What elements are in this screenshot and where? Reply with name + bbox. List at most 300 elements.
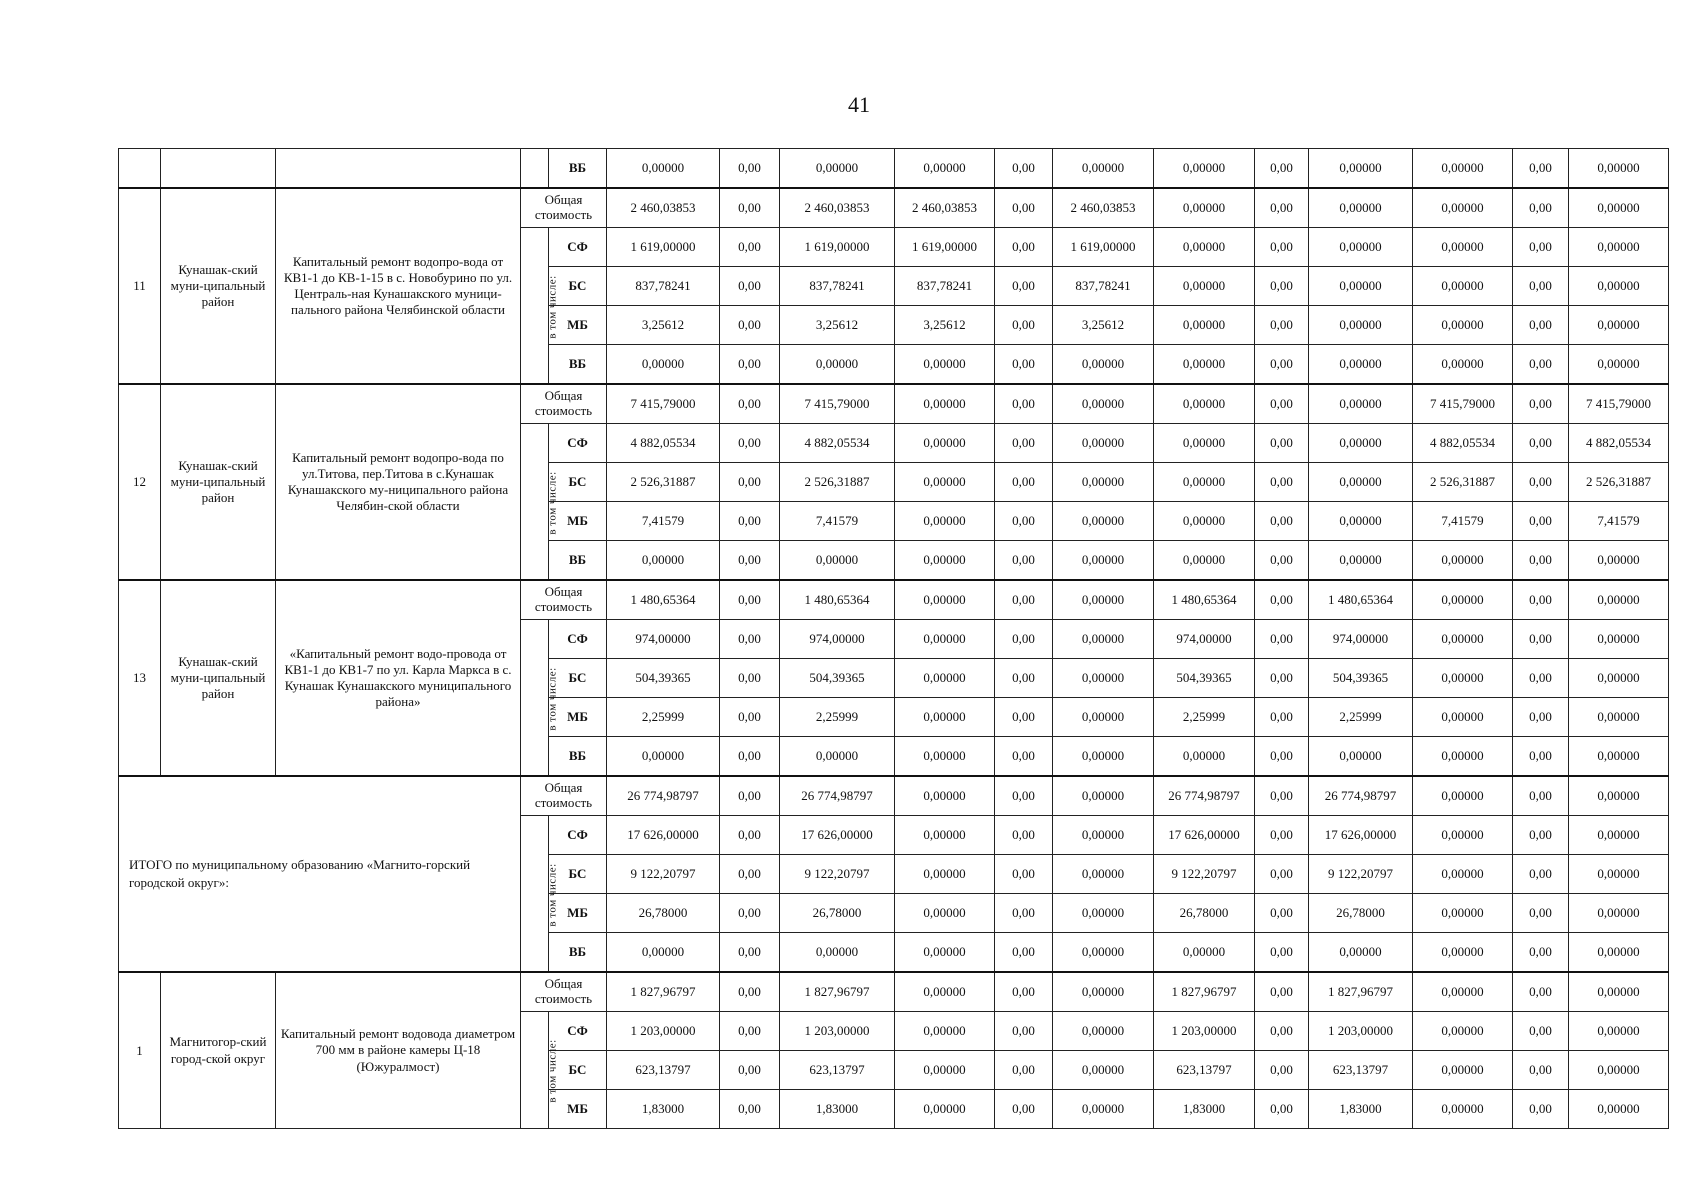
value-cell: 0,00000 [1569,267,1669,306]
value-cell-small: 0,00 [1255,188,1309,228]
table-row [119,580,1669,620]
value-cell-small: 0,00 [1255,463,1309,502]
value-cell: 4 882,05534 [607,424,720,463]
value-cell: 0,00000 [1413,894,1513,933]
value-cell: 0,00000 [1053,1012,1154,1051]
table-row [119,972,1669,1012]
value-cell: 0,00000 [1569,188,1669,228]
value-cell: 0,00000 [1053,502,1154,541]
value-cell: 7,41579 [1413,502,1513,541]
value-cell-small: 0,00 [995,1051,1053,1090]
value-cell: 26,78000 [1154,894,1255,933]
value-cell-small: 0,00 [1255,855,1309,894]
value-cell: 0,00000 [1413,228,1513,267]
value-cell-small: 0,00 [720,698,780,737]
value-cell-small: 0,00 [720,972,780,1012]
value-cell: 2,25999 [607,698,720,737]
value-cell: 0,00000 [1309,541,1413,581]
value-cell: 1 827,96797 [780,972,895,1012]
total-cost-label: Общая стоимость [521,580,607,620]
value-cell: 0,00000 [1569,620,1669,659]
project-description: Капитальный ремонт водопро-вода по ул.Титова, пер.Титова в с.Кунашак Кунашакского му-ниципального района Челябин-ской области [276,384,521,580]
fund-code: СФ [549,1012,607,1051]
value-cell: 0,00000 [895,1051,995,1090]
value-cell: 504,39365 [780,659,895,698]
value-cell-small: 0,00 [1255,424,1309,463]
fund-code: ВБ [549,345,607,385]
value-cell: 1,83000 [607,1090,720,1129]
including-label [521,424,559,581]
value-cell-small: 0,00 [1513,267,1569,306]
value-cell: 0,00000 [1569,306,1669,345]
value-cell-small: 0,00 [1513,1051,1569,1090]
value-cell: 0,00000 [780,541,895,581]
value-cell: 0,00000 [1309,463,1413,502]
value-cell-small: 0,00 [720,894,780,933]
value-cell: 0,00000 [1413,972,1513,1012]
empty-cell [161,149,276,189]
value-cell-small: 0,00 [995,267,1053,306]
value-cell: 1 203,00000 [1154,1012,1255,1051]
value-cell-small: 0,00 [1513,502,1569,541]
value-cell-small: 0,00 [995,1012,1053,1051]
fund-code: СФ [549,620,607,659]
value-cell: 974,00000 [607,620,720,659]
value-cell-small: 0,00 [995,345,1053,385]
value-cell-small: 0,00 [1255,502,1309,541]
value-cell: 1 203,00000 [607,1012,720,1051]
value-cell-small: 0,00 [995,698,1053,737]
total-label: ИТОГО по муниципальному образованию «Магнито-горский городской округ»: [119,776,521,972]
value-cell: 0,00000 [1569,972,1669,1012]
value-cell: 0,00000 [1154,306,1255,345]
fund-code: БС [549,463,607,502]
value-cell-small: 0,00 [995,776,1053,816]
value-cell: 3,25612 [780,306,895,345]
value-cell: 623,13797 [780,1051,895,1090]
value-cell: 0,00000 [1569,541,1669,581]
value-cell: 17 626,00000 [1154,816,1255,855]
value-cell-small: 0,00 [1513,933,1569,973]
including-label-text: в том числе: [546,1039,559,1103]
value-cell: 837,78241 [607,267,720,306]
value-cell: 0,00000 [1053,345,1154,385]
value-cell: 0,00000 [1309,424,1413,463]
value-cell: 0,00000 [1053,1051,1154,1090]
value-cell: 0,00000 [895,972,995,1012]
value-cell: 0,00000 [1053,149,1154,189]
value-cell: 1 619,00000 [1053,228,1154,267]
value-cell: 17 626,00000 [607,816,720,855]
value-cell: 0,00000 [780,149,895,189]
value-cell-small: 0,00 [1513,228,1569,267]
value-cell: 0,00000 [1309,149,1413,189]
value-cell-small: 0,00 [1513,855,1569,894]
value-cell-small: 0,00 [720,267,780,306]
value-cell: 1 827,96797 [1309,972,1413,1012]
value-cell: 0,00000 [1309,933,1413,973]
value-cell: 0,00000 [1413,541,1513,581]
value-cell-small: 0,00 [1513,1090,1569,1129]
value-cell: 0,00000 [1309,228,1413,267]
value-cell-small: 0,00 [720,541,780,581]
including-label-text: в том числе: [546,274,559,339]
value-cell-small: 0,00 [1255,816,1309,855]
value-cell-small: 0,00 [995,894,1053,933]
value-cell-small: 0,00 [720,933,780,973]
value-cell: 2 526,31887 [607,463,720,502]
value-cell: 26,78000 [1309,894,1413,933]
value-cell-small: 0,00 [995,228,1053,267]
value-cell-small: 0,00 [1513,306,1569,345]
including-label [521,228,559,385]
value-cell: 0,00000 [1569,816,1669,855]
value-cell-small: 0,00 [720,776,780,816]
value-cell: 0,00000 [1309,502,1413,541]
including-label [521,816,559,973]
value-cell: 0,00000 [1413,620,1513,659]
empty-cell [521,149,549,189]
value-cell-small: 0,00 [1513,188,1569,228]
value-cell: 1,83000 [1154,1090,1255,1129]
value-cell: 0,00000 [1053,463,1154,502]
value-cell: 0,00000 [895,502,995,541]
value-cell-small: 0,00 [720,306,780,345]
value-cell: 0,00000 [895,855,995,894]
project-description: Капитальный ремонт водопро-вода от КВ1-1 до КВ-1-15 в с. Новобурино по ул. Централь-ная Кунашакского муници-пального района Челябинской области [276,188,521,384]
value-cell: 974,00000 [1309,620,1413,659]
value-cell: 1 827,96797 [1154,972,1255,1012]
value-cell-small: 0,00 [720,816,780,855]
value-cell: 3,25612 [895,306,995,345]
value-cell-small: 0,00 [995,541,1053,581]
value-cell: 0,00000 [1569,1051,1669,1090]
value-cell: 1,83000 [1309,1090,1413,1129]
fund-code: БС [549,659,607,698]
value-cell: 0,00000 [1413,1090,1513,1129]
value-cell-small: 0,00 [720,855,780,894]
fund-code: БС [549,267,607,306]
value-cell: 26,78000 [607,894,720,933]
value-cell-small: 0,00 [1513,737,1569,777]
value-cell-small: 0,00 [1513,463,1569,502]
value-cell-small: 0,00 [1513,1012,1569,1051]
value-cell-small: 0,00 [1255,384,1309,424]
value-cell-small: 0,00 [1255,737,1309,777]
value-cell: 0,00000 [1053,816,1154,855]
value-cell: 9 122,20797 [1154,855,1255,894]
value-cell: 0,00000 [1413,933,1513,973]
total-cost-label: Общая стоимость [521,972,607,1012]
value-cell: 504,39365 [1309,659,1413,698]
value-cell: 837,78241 [780,267,895,306]
value-cell-small: 0,00 [995,855,1053,894]
value-cell: 7 415,79000 [780,384,895,424]
table-row [119,149,1669,189]
value-cell: 2 460,03853 [1053,188,1154,228]
value-cell: 0,00000 [1309,188,1413,228]
value-cell-small: 0,00 [1513,620,1569,659]
value-cell: 2,25999 [1309,698,1413,737]
value-cell-small: 0,00 [1513,424,1569,463]
value-cell: 0,00000 [895,345,995,385]
fund-code: ВБ [549,737,607,777]
value-cell: 0,00000 [607,737,720,777]
value-cell: 0,00000 [1053,580,1154,620]
value-cell: 0,00000 [1569,737,1669,777]
value-cell: 0,00000 [895,424,995,463]
value-cell-small: 0,00 [1513,541,1569,581]
value-cell: 0,00000 [1053,620,1154,659]
value-cell: 7,41579 [780,502,895,541]
value-cell: 0,00000 [895,1012,995,1051]
empty-cell [276,149,521,189]
value-cell: 0,00000 [1053,972,1154,1012]
value-cell-small: 0,00 [720,345,780,385]
value-cell: 0,00000 [895,816,995,855]
value-cell: 0,00000 [1309,384,1413,424]
value-cell: 9 122,20797 [607,855,720,894]
row-number: 11 [119,188,161,384]
value-cell: 0,00000 [895,463,995,502]
value-cell: 2,25999 [1154,698,1255,737]
value-cell-small: 0,00 [995,188,1053,228]
fund-code: ВБ [549,541,607,581]
value-cell-small: 0,00 [995,463,1053,502]
value-cell: 0,00000 [1053,698,1154,737]
value-cell: 0,00000 [1154,345,1255,385]
value-cell: 0,00000 [607,345,720,385]
value-cell-small: 0,00 [720,149,780,189]
value-cell: 0,00000 [1569,659,1669,698]
value-cell-small: 0,00 [1255,267,1309,306]
value-cell-small: 0,00 [1255,659,1309,698]
value-cell: 0,00000 [1569,1012,1669,1051]
value-cell: 0,00000 [1053,659,1154,698]
total-cost-label: Общая стоимость [521,384,607,424]
value-cell: 3,25612 [1053,306,1154,345]
value-cell: 0,00000 [607,541,720,581]
value-cell: 623,13797 [1154,1051,1255,1090]
empty-cell [119,149,161,189]
value-cell: 0,00000 [895,384,995,424]
value-cell: 1 480,65364 [1154,580,1255,620]
value-cell: 9 122,20797 [780,855,895,894]
value-cell: 0,00000 [607,149,720,189]
value-cell: 0,00000 [1053,894,1154,933]
value-cell-small: 0,00 [1255,698,1309,737]
value-cell: 0,00000 [1053,855,1154,894]
including-label-text: в том числе: [546,666,559,731]
value-cell: 623,13797 [1309,1051,1413,1090]
value-cell: 0,00000 [1154,149,1255,189]
including-label-text: в том числе: [546,470,559,535]
fund-code: СФ [549,816,607,855]
value-cell: 4 882,05534 [1413,424,1513,463]
value-cell-small: 0,00 [995,384,1053,424]
value-cell: 0,00000 [1413,188,1513,228]
value-cell-small: 0,00 [995,620,1053,659]
value-cell-small: 0,00 [720,1012,780,1051]
value-cell: 0,00000 [1154,541,1255,581]
value-cell-small: 0,00 [1255,620,1309,659]
fund-code: БС [549,855,607,894]
value-cell: 0,00000 [1309,345,1413,385]
value-cell: 3,25612 [607,306,720,345]
value-cell: 0,00000 [1154,737,1255,777]
fund-code: МБ [549,894,607,933]
value-cell-small: 0,00 [1255,580,1309,620]
value-cell: 0,00000 [1154,188,1255,228]
table-row [119,188,1669,228]
including-label [521,620,559,777]
value-cell: 7 415,79000 [607,384,720,424]
value-cell: 0,00000 [1154,384,1255,424]
value-cell: 0,00000 [780,933,895,973]
value-cell: 0,00000 [1053,1090,1154,1129]
value-cell: 504,39365 [1154,659,1255,698]
value-cell: 0,00000 [895,659,995,698]
value-cell: 17 626,00000 [1309,816,1413,855]
value-cell: 0,00000 [1413,1051,1513,1090]
value-cell: 974,00000 [780,620,895,659]
value-cell: 0,00000 [1413,737,1513,777]
value-cell-small: 0,00 [1255,228,1309,267]
value-cell: 0,00000 [1154,424,1255,463]
value-cell: 837,78241 [895,267,995,306]
value-cell-small: 0,00 [995,737,1053,777]
value-cell-small: 0,00 [720,228,780,267]
value-cell-small: 0,00 [720,424,780,463]
value-cell-small: 0,00 [720,1090,780,1129]
value-cell-small: 0,00 [720,463,780,502]
value-cell: 0,00000 [1569,580,1669,620]
project-description: «Капитальный ремонт водо-провода от КВ1-1 до КВ1-7 по ул. Карла Маркса в с. Кунашак Кунашакского муниципального района» [276,580,521,776]
total-cost-label: Общая стоимость [521,776,607,816]
value-cell: 0,00000 [1154,463,1255,502]
project-description: Капитальный ремонт водовода диаметром 700 мм в районе камеры Ц-18 (Южуралмост) [276,972,521,1129]
value-cell-small: 0,00 [1255,541,1309,581]
fund-code: МБ [549,698,607,737]
value-cell: 0,00000 [895,1090,995,1129]
value-cell-small: 0,00 [1255,149,1309,189]
fund-code: СФ [549,228,607,267]
value-cell-small: 0,00 [1255,1051,1309,1090]
value-cell: 0,00000 [1053,424,1154,463]
value-cell-small: 0,00 [1513,816,1569,855]
value-cell: 0,00000 [1569,894,1669,933]
value-cell: 1 619,00000 [895,228,995,267]
value-cell: 0,00000 [1154,267,1255,306]
value-cell: 0,00000 [1413,306,1513,345]
value-cell-small: 0,00 [1255,1012,1309,1051]
fund-code: СФ [549,424,607,463]
page-number: 41 [848,92,870,117]
value-cell-small: 0,00 [1513,894,1569,933]
value-cell: 0,00000 [1053,384,1154,424]
value-cell: 0,00000 [1413,149,1513,189]
fund-code: ВБ [549,149,607,189]
value-cell: 0,00000 [1569,1090,1669,1129]
value-cell: 2 526,31887 [1569,463,1669,502]
row-number: 12 [119,384,161,580]
table-body [119,149,1669,1129]
value-cell-small: 0,00 [720,737,780,777]
value-cell: 26 774,98797 [607,776,720,816]
value-cell: 1 480,65364 [607,580,720,620]
value-cell: 0,00000 [895,580,995,620]
value-cell-small: 0,00 [995,816,1053,855]
value-cell-small: 0,00 [1255,933,1309,973]
value-cell: 837,78241 [1053,267,1154,306]
budget-table [118,148,1669,1129]
value-cell: 0,00000 [1413,1012,1513,1051]
value-cell: 0,00000 [1413,267,1513,306]
value-cell-small: 0,00 [1255,306,1309,345]
value-cell: 0,00000 [1053,737,1154,777]
value-cell: 0,00000 [607,933,720,973]
value-cell: 1 480,65364 [780,580,895,620]
value-cell-small: 0,00 [1255,345,1309,385]
value-cell: 1 619,00000 [607,228,720,267]
table-row [119,384,1669,424]
value-cell: 26 774,98797 [780,776,895,816]
table-row [119,776,1669,816]
value-cell: 0,00000 [1569,855,1669,894]
value-cell: 0,00000 [1569,698,1669,737]
value-cell: 2 460,03853 [780,188,895,228]
value-cell-small: 0,00 [1513,698,1569,737]
value-cell-small: 0,00 [995,933,1053,973]
value-cell: 1 619,00000 [780,228,895,267]
value-cell: 7,41579 [1569,502,1669,541]
value-cell: 0,00000 [895,776,995,816]
value-cell: 2,25999 [780,698,895,737]
value-cell: 7 415,79000 [1569,384,1669,424]
district-name: Магнитогор-ский город-ской округ [161,972,276,1129]
value-cell-small: 0,00 [995,580,1053,620]
value-cell: 1,83000 [780,1090,895,1129]
district-name: Кунашак-ский муни-ципальный район [161,580,276,776]
fund-code: ВБ [549,933,607,973]
value-cell: 0,00000 [895,933,995,973]
value-cell-small: 0,00 [1513,149,1569,189]
value-cell: 0,00000 [1413,659,1513,698]
value-cell: 0,00000 [1309,737,1413,777]
value-cell-small: 0,00 [720,502,780,541]
value-cell: 2 460,03853 [895,188,995,228]
value-cell-small: 0,00 [1513,384,1569,424]
value-cell-small: 0,00 [720,659,780,698]
value-cell: 0,00000 [780,737,895,777]
value-cell-small: 0,00 [1255,1090,1309,1129]
district-name: Кунашак-ский муни-ципальный район [161,384,276,580]
fund-code: МБ [549,502,607,541]
value-cell: 2 526,31887 [780,463,895,502]
value-cell-small: 0,00 [995,659,1053,698]
value-cell: 0,00000 [1569,933,1669,973]
value-cell: 7 415,79000 [1413,384,1513,424]
value-cell-small: 0,00 [720,580,780,620]
value-cell: 0,00000 [895,620,995,659]
fund-code: БС [549,1051,607,1090]
value-cell-small: 0,00 [720,1051,780,1090]
value-cell: 0,00000 [1569,345,1669,385]
value-cell: 0,00000 [1569,776,1669,816]
value-cell-small: 0,00 [995,1090,1053,1129]
value-cell: 0,00000 [895,698,995,737]
value-cell: 504,39365 [607,659,720,698]
